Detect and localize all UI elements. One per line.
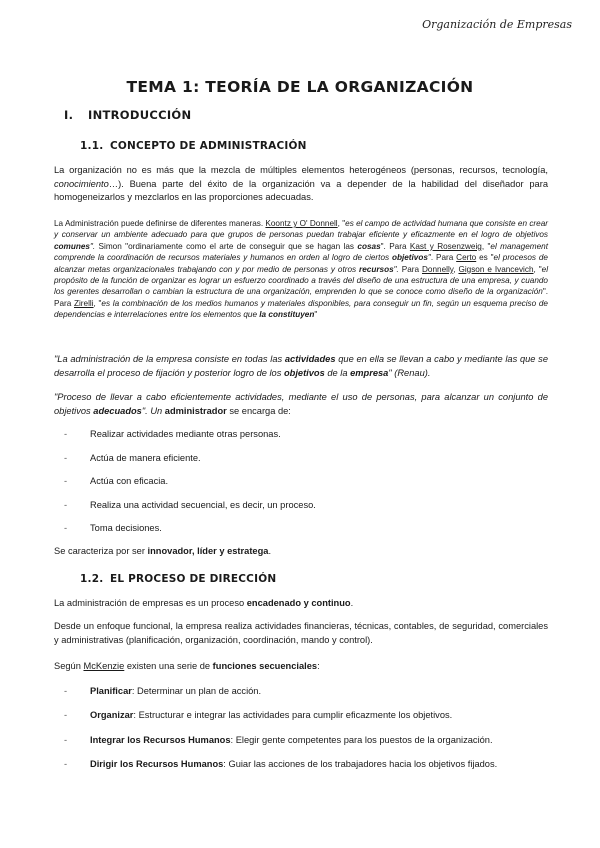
section-number: I. bbox=[64, 108, 74, 122]
author-link-koontz[interactable]: Koontz y O' Donnell bbox=[265, 219, 338, 228]
paragraph-enfoque-funcional: Desde un enfoque funcional, la empresa realiza actividades financieras, técnicas, contables, de seguridad, comerciales y administrativas (planificación, organización, coordinación, mando y control). bbox=[54, 621, 548, 645]
author-link-donnelly[interactable]: Donnelly bbox=[422, 264, 454, 274]
author-link-mckenzie[interactable]: McKenzie bbox=[83, 661, 125, 671]
paragraph-caracteriza: Se caracteriza por ser innovador, líder y estratega. bbox=[54, 546, 272, 556]
funciones-list bbox=[64, 685, 497, 782]
administrador-tasks-list bbox=[64, 428, 316, 546]
list-item: - Dirigir los Recursos Humanos: Guiar las acciones de los trabajadores hacia los objetivos fijados. bbox=[64, 758, 498, 769]
paragraph-renau-quote: "La administración de la empresa consiste en todas las actividades que en ella se llevan a cabo y mediante las que se desarrolla el proceso de fijación y posterior logro de los objetivos de la empresa" (Renau). bbox=[54, 354, 548, 378]
section-title: INTRODUCCIÓN bbox=[88, 108, 192, 122]
paragraph-proceso: "Proceso de llevar a cabo eficientemente actividades, mediante el uso de personas, para alcanzar un conjunto de objetivos adecuados". Un administrador se encarga de: bbox=[54, 392, 548, 416]
list-item: - Actúa de manera eficiente. bbox=[64, 452, 201, 463]
paragraph-organizacion: La organización no es más que la mezcla de múltiples elementos heterogéneos (personas, recursos, tecnología, conocimiento…). Buena parte del éxito de la organización va a depender de la habilidad del diseñador para homogeneizarlos y mezclarlos en las proporciones adecuadas. bbox=[54, 165, 548, 203]
list-item: - Integrar los Recursos Humanos: Elegir gente competentes para los puestos de la organización. bbox=[64, 734, 493, 745]
page-header: Organización de Empresas bbox=[422, 18, 572, 31]
author-link-certo[interactable]: Certo bbox=[456, 253, 477, 263]
section-heading-introduccion bbox=[64, 108, 191, 122]
author-link-kast[interactable]: Kast y Rosenzweig bbox=[409, 241, 482, 251]
list-item: - Planificar: Determinar un plan de acción. bbox=[64, 686, 262, 696]
subsection-title: EL PROCESO DE DIRECCIÓN bbox=[110, 573, 277, 585]
subsection-heading-proceso bbox=[80, 573, 276, 585]
list-item: - Realizar actividades mediante otras personas. bbox=[64, 429, 281, 439]
list-item: - Realiza una actividad secuencial, es decir, un proceso. bbox=[64, 499, 316, 510]
subsection-title: CONCEPTO DE ADMINISTRACIÓN bbox=[110, 140, 307, 152]
paragraph-definiciones: La Administración puede definirse de diferentes maneras. Koontz y O' Donnell, "es el campo de actividad humana que consiste en crear y conservar un ambiente adecuado para que grupos de personas puedan trabajar eficiente y eficazmente en el logro de objetivos comunes". Simon "ordinariamente como el arte de conseguir que se hagan las cosas". Para Kast y Rosenzweig, "el management comprende la coordinación de recursos materiales y humanos en orden al logro de ciertos objetivos". Para Certo es "el procesos de alcanzar metas organizacionales trabajando con y por medio de personas y otros recursos". Para Donnelly, Gigson e Ivancevich, "el propósito de la función de organizar es lograr un esfuerzo coordinado a través del diseño de una estructura de una empresa, y cuando los gerentes desarrollan o cambian la estructura de una organización, emprenden lo que se conoce como diseño de la organización". Para Zirelli, "es la combinación de los medios humanos y materiales disponibles, para conseguir un fin, según un esquema preciso de dependencias e interrelaciones entre los elementos que la constituyen" bbox=[54, 219, 549, 320]
subsection-number: 1.1. bbox=[80, 140, 104, 152]
list-item: - Actúa con eficacia. bbox=[64, 476, 169, 487]
paragraph-mckenzie: Según McKenzie existen una serie de funciones secuenciales: bbox=[54, 661, 320, 671]
author-link-zirelli[interactable]: Zirelli bbox=[73, 298, 94, 308]
author-link-gibson[interactable]: Gigson e Ivancevich bbox=[458, 264, 534, 274]
paragraph-encadenado: La administración de empresas es un proceso encadenado y continuo. bbox=[54, 598, 354, 608]
document-title: TEMA 1: TEORÍA DE LA ORGANIZACIÓN bbox=[126, 78, 474, 96]
list-item: - Toma decisiones. bbox=[64, 523, 162, 534]
list-item: - Organizar: Estructurar e integrar las actividades para cumplir eficazmente los objetivos. bbox=[64, 710, 453, 721]
subsection-number: 1.2. bbox=[80, 573, 104, 585]
subsection-heading-concepto bbox=[80, 140, 307, 152]
